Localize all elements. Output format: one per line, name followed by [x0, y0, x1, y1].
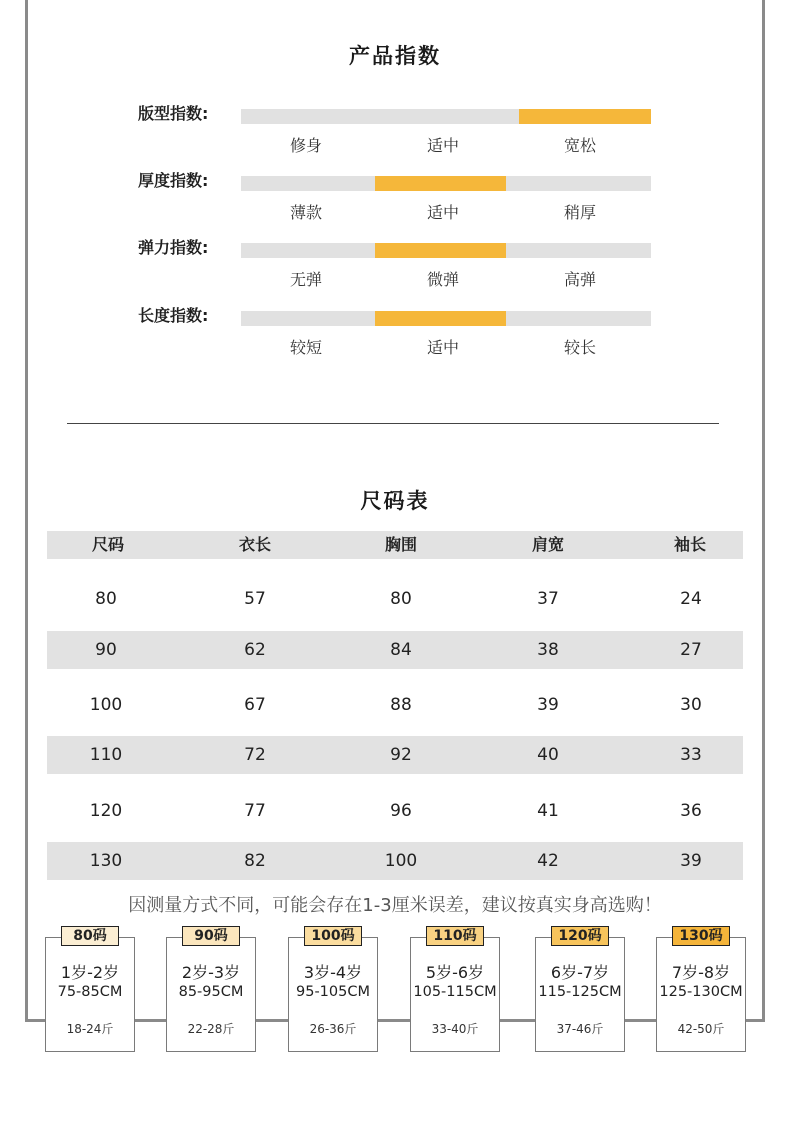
index-option: 适中	[426, 338, 459, 357]
index-bar-highlight	[519, 109, 651, 124]
table-cell: 62	[244, 640, 266, 660]
table-cell: 38	[537, 640, 559, 660]
table-row	[47, 792, 743, 830]
table-cell: 41	[537, 801, 559, 821]
measurement-note: 因测量方式不同，可能会存在1-3厘米误差，建议按真实身高选购！	[128, 895, 662, 916]
index-option: 薄款	[289, 203, 322, 222]
height-range: 95-105CM	[296, 984, 370, 1000]
table-header-cell: 衣长	[238, 535, 271, 554]
size-card	[656, 928, 746, 1052]
weight-range: 22-28斤	[187, 1022, 235, 1036]
size-tag: 80码	[61, 926, 119, 946]
table-cell: 39	[680, 851, 702, 871]
table-cell: 80	[390, 589, 412, 609]
table-cell: 92	[390, 745, 412, 765]
table-header-cell: 胸围	[384, 535, 417, 554]
index-option: 无弹	[289, 270, 322, 289]
size-card	[166, 928, 256, 1052]
table-cell: 77	[244, 801, 266, 821]
size-tag: 100码	[304, 926, 362, 946]
height-range: 85-95CM	[178, 984, 244, 1000]
index-option: 微弹	[426, 270, 459, 289]
product-index-title: 产品指数	[349, 44, 441, 68]
weight-range: 33-40斤	[431, 1022, 479, 1036]
age-range: 5岁-6岁	[425, 963, 485, 982]
index-option: 适中	[426, 203, 459, 222]
table-cell: 72	[244, 745, 266, 765]
index-bar-track	[241, 243, 651, 258]
table-cell: 40	[537, 745, 559, 765]
table-cell: 82	[244, 851, 266, 871]
index-row-thickness	[0, 171, 790, 236]
index-option: 较短	[289, 338, 322, 357]
index-option: 适中	[426, 136, 459, 155]
age-range: 1岁-2岁	[60, 963, 120, 982]
table-cell: 80	[95, 589, 117, 609]
table-cell: 57	[244, 589, 266, 609]
height-range: 115-125CM	[538, 984, 622, 1000]
table-header-cell: 肩宽	[531, 535, 564, 554]
index-label: 长度指数:	[138, 306, 209, 325]
table-cell: 96	[390, 801, 412, 821]
age-range: 3岁-4岁	[303, 963, 363, 982]
table-row	[47, 686, 743, 724]
size-table-header	[47, 531, 743, 559]
index-label: 厚度指数:	[138, 171, 209, 190]
table-row	[47, 736, 743, 774]
table-cell: 33	[680, 745, 702, 765]
table-cell: 100	[89, 695, 123, 715]
height-range: 125-130CM	[659, 984, 743, 1000]
size-tag: 130码	[672, 926, 730, 946]
table-row	[47, 842, 743, 880]
section-divider	[67, 423, 719, 424]
index-option: 稍厚	[563, 203, 596, 222]
table-cell: 36	[680, 801, 702, 821]
index-option: 高弹	[563, 270, 596, 289]
index-bar-highlight	[375, 311, 506, 326]
table-row	[47, 580, 743, 618]
weight-range: 37-46斤	[556, 1022, 604, 1036]
table-cell: 90	[95, 640, 117, 660]
size-card	[535, 928, 625, 1052]
table-cell: 37	[537, 589, 559, 609]
height-range: 75-85CM	[57, 984, 123, 1000]
index-row-elasticity	[0, 238, 790, 303]
table-header-cell: 尺码	[91, 535, 124, 554]
index-bar-highlight	[375, 243, 506, 258]
frame-bottom-border	[25, 1019, 765, 1022]
size-tag: 90码	[182, 926, 240, 946]
size-table-title: 尺码表	[360, 489, 430, 513]
table-cell: 39	[537, 695, 559, 715]
table-cell: 27	[680, 640, 702, 660]
age-range: 7岁-8岁	[671, 963, 731, 982]
size-tag: 110码	[426, 926, 484, 946]
size-tag: 120码	[551, 926, 609, 946]
index-row-length	[0, 306, 790, 371]
size-card	[410, 928, 500, 1052]
height-range: 105-115CM	[413, 984, 497, 1000]
index-option: 修身	[289, 136, 322, 155]
table-cell: 24	[680, 589, 702, 609]
size-card	[288, 928, 378, 1052]
index-label: 弹力指数:	[138, 238, 209, 257]
index-label: 版型指数:	[138, 104, 209, 123]
age-range: 6岁-7岁	[550, 963, 610, 982]
index-option: 宽松	[563, 136, 596, 155]
table-cell: 120	[89, 801, 123, 821]
table-cell: 30	[680, 695, 702, 715]
table-cell: 130	[89, 851, 123, 871]
table-header-cell: 袖长	[673, 535, 706, 554]
table-cell: 110	[89, 745, 123, 765]
weight-range: 26-36斤	[309, 1022, 357, 1036]
index-bar-track	[241, 311, 651, 326]
table-cell: 100	[384, 851, 418, 871]
age-range: 2岁-3岁	[181, 963, 241, 982]
table-cell: 84	[390, 640, 412, 660]
weight-range: 42-50斤	[677, 1022, 725, 1036]
table-cell: 88	[390, 695, 412, 715]
index-bar-track	[241, 109, 651, 124]
index-bar-track	[241, 176, 651, 191]
index-row-fit	[0, 104, 790, 169]
table-cell: 67	[244, 695, 266, 715]
weight-range: 18-24斤	[66, 1022, 114, 1036]
table-row	[47, 631, 743, 669]
index-bar-highlight	[375, 176, 506, 191]
table-cell: 42	[537, 851, 559, 871]
index-option: 较长	[563, 338, 596, 357]
size-card	[45, 928, 135, 1052]
